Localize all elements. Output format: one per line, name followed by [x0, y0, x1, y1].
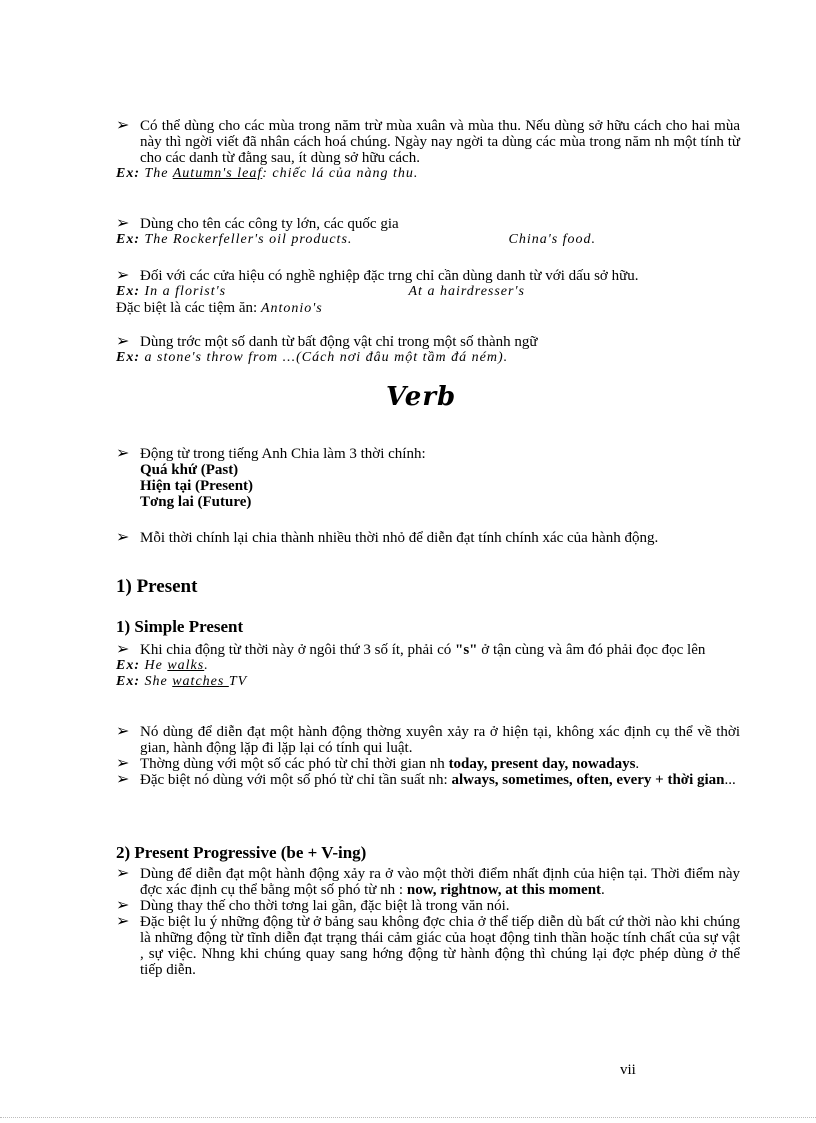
section-title-verb: Verb [386, 382, 457, 412]
example-line: Ex: She watches TV [116, 674, 248, 689]
verb-intro [116, 443, 740, 510]
list-item: ➢ Dùng thay thế cho thời tơng lai gần, đặc biệt là trong văn nói. [116, 895, 510, 914]
arrow-bullet-icon: ➢ [116, 213, 130, 232]
simple-present-usage [116, 721, 740, 788]
list-item: ➢ Nó dùng để diễn đạt một hành động thờng xuyên xảy ra ở hiện tại, không xác định cụ thể về thời gian, hành động lặp đi lặp lại có tính qui luật. [116, 721, 740, 756]
arrow-bullet-icon: ➢ [116, 895, 130, 914]
tense-item: Tơng lai (Future) [140, 494, 252, 510]
arrow-bullet-icon: ➢ [116, 769, 130, 788]
possessive-idioms [116, 331, 740, 366]
tense-list [116, 462, 740, 510]
arrow-bullet-icon: ➢ [116, 115, 130, 134]
arrow-bullet-icon: ➢ [116, 527, 130, 546]
tense-item: Hiện tại (Present) [140, 478, 254, 494]
arrow-bullet-icon: ➢ [116, 753, 130, 772]
page-bottom-divider [0, 1117, 816, 1118]
list-item: ➢ Mỗi thời chính lại chia thành nhiều thời nhỏ để diễn đạt tính chính xác của hành động. [116, 527, 659, 546]
list-item: ➢ Đặc biệt lu ý những động từ ở bảng sau không đợc chia ở thể tiếp diễn dù bất cứ thời nào khi chúng là những động từ tĩnh diễn đạt trạng thái cảm giác của hoạt động tinh thần hoặc tính chất của sự vật , sự việc. Nhng khi chúng quay sang hớng động từ hành động thì chúng lại đợc phép dùng ở thể tiếp diễn. [116, 911, 740, 978]
arrow-bullet-icon: ➢ [116, 265, 130, 284]
heading-present-progressive: 2) Present Progressive (be + V-ing) [116, 843, 367, 862]
special-note: Đặc biệt là các tiệm ăn: Antonio's [116, 300, 323, 316]
arrow-bullet-icon: ➢ [116, 443, 130, 462]
arrow-bullet-icon: ➢ [116, 911, 130, 930]
tense-item: Quá khứ (Past) [140, 462, 239, 478]
list-item: ➢ Dùng trớc một số danh từ bất động vật chỉ trong một số thành ngữ [116, 331, 538, 350]
arrow-bullet-icon: ➢ [116, 639, 130, 658]
list-item: ➢ Đặc biệt nó dùng với một số phó từ chỉ tần suất nh: always, sometimes, often, every + thời gian... [116, 769, 736, 788]
list-item: ➢ Dùng để diễn đạt một hành động xảy ra ở vào một thời điểm nhất định của hiện tại. Thời điểm này đợc xác định cụ thể bằng một số phó từ nh : now, rightnow, at this moment. [116, 863, 740, 898]
example-line: Ex: The Autumn's leaf: chiếc lá của nàng thu. [116, 166, 419, 181]
simple-present-rules [116, 639, 740, 690]
heading-present: 1) Present [116, 576, 198, 597]
list-item: ➢ Thờng dùng với một số các phó từ chỉ thời gian nh today, present day, nowadays. [116, 753, 640, 772]
list-item: ➢ Dùng cho tên các công ty lớn, các quốc gia [116, 213, 399, 232]
example-line: Ex: In a florist's At a hairdresser's [116, 284, 525, 299]
arrow-bullet-icon: ➢ [116, 863, 130, 882]
possessive-companies [116, 213, 740, 248]
verb-subdivision [116, 527, 740, 546]
arrow-bullet-icon: ➢ [116, 331, 130, 350]
page-number: vii [620, 1062, 636, 1078]
example-line: Ex: He walks. [116, 658, 209, 673]
present-progressive-rules [116, 863, 740, 978]
possessive-shops [116, 265, 740, 317]
list-item: ➢ Có thể dùng cho các mùa trong năm trừ mùa xuân và mùa thu. Nếu dùng sở hữu cách cho hai mùa này thì ngời viết đã nhân cách hoá chúng. Ngày nay ngời ta dùng các mùa trong năm nh một tính từ cho các danh từ đằng sau, ít dùng sở hữu cách. [116, 115, 740, 166]
list-item: ➢ Động từ trong tiếng Anh Chia làm 3 thời chính: [116, 443, 426, 462]
example-line: Ex: The Rockerfeller's oil products. China's food. [116, 232, 597, 247]
example-line: Ex: a stone's throw from ...(Cách nơi đâu một tầm đá ném). [116, 350, 509, 365]
heading-simple-present: 1) Simple Present [116, 617, 244, 636]
possessive-section [116, 115, 740, 182]
list-item: ➢ Khi chia động từ thời này ở ngôi thứ 3 số ít, phải có "s" ở tận cùng và âm đó phải đọc đọc lên [116, 639, 706, 658]
list-item: ➢ Đối với các cửa hiệu có nghề nghiệp đặc trng chỉ cần dùng danh từ với dấu sở hữu. [116, 265, 639, 284]
arrow-bullet-icon: ➢ [116, 721, 130, 740]
